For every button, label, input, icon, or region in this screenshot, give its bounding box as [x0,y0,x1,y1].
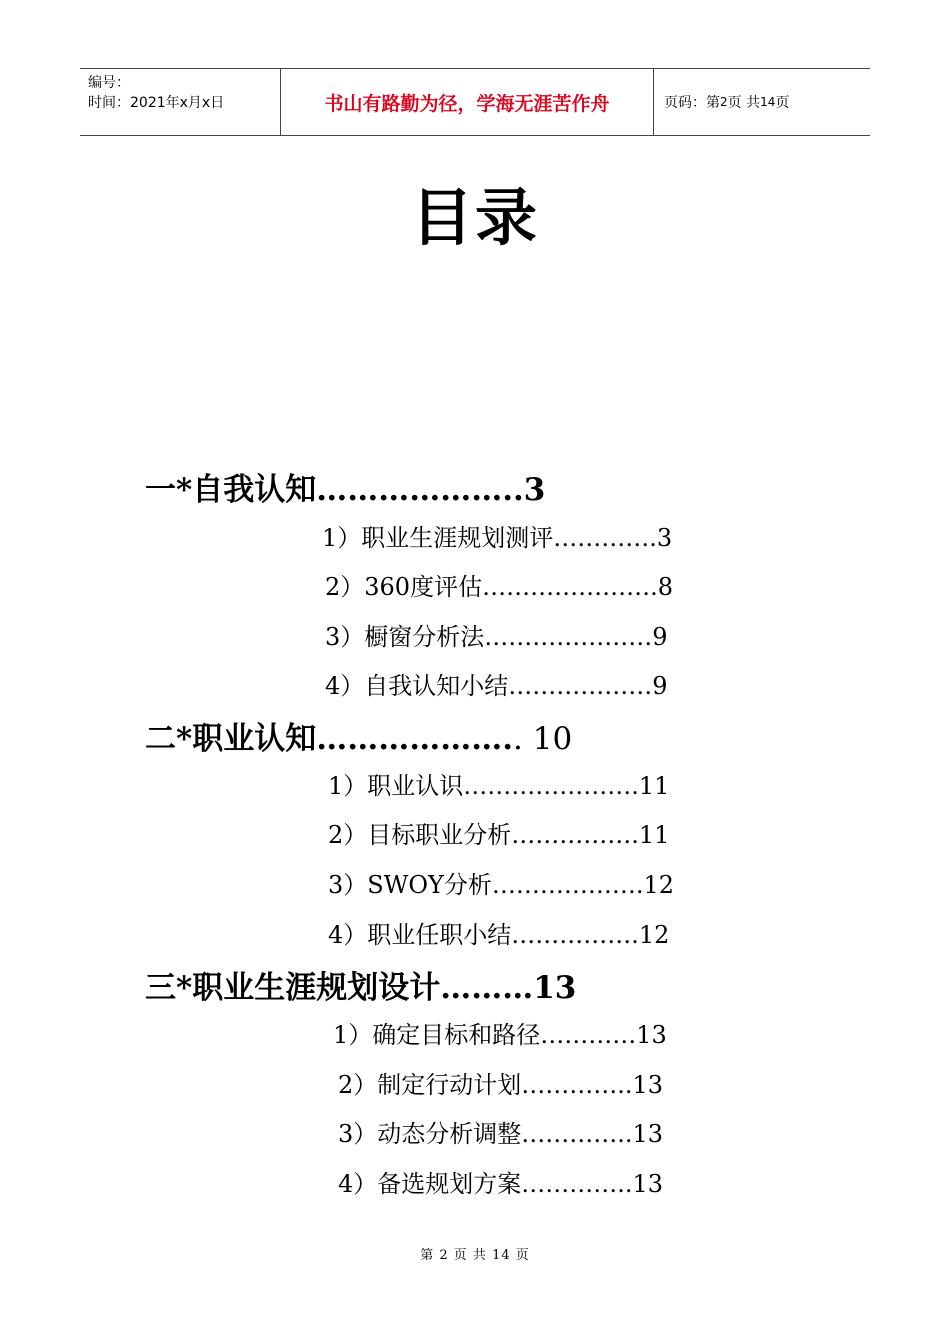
toc-item-label: 3）SWOY分析……………… [328,871,636,899]
toc-item-2-2[interactable] [328,815,669,850]
toc-item-label: 1）职业认识………………… [328,772,632,800]
toc-item-label: 4）自我认知小结……………… [325,672,653,700]
toc-section-label: 一*自我认知………………. [145,472,514,508]
toc-item-page: ..13 [617,1071,664,1099]
header-time-label: 时间：2021年x月x日 [88,95,225,111]
toc-item-label: 3）动态分析调整………… [338,1120,618,1148]
toc-item-page: .11 [631,821,670,849]
toc-section-label: 二*职业认知………………. [145,721,514,757]
footer-suffix: 页 [515,1248,530,1263]
toc-section-1[interactable] [145,464,545,509]
toc-item-2-4[interactable] [328,915,669,950]
toc-section-page: 13 [533,970,577,1006]
header-page-mid: 页 共 [727,95,761,111]
toc-item-page: .3 [649,524,673,552]
toc-item-page: ..13 [617,1170,664,1198]
toc-item-1-1[interactable] [322,518,672,553]
footer-total-pages: 14 [492,1248,511,1263]
header-number-label: 编号： [88,75,130,91]
page-footer [0,1244,950,1263]
header-page-info [654,69,870,135]
toc-section-2[interactable] [145,713,572,758]
toc-item-label: 1）职业生涯规划测评………… [322,524,650,552]
toc-item-1-3[interactable] [325,617,668,652]
toc-item-label: 1）确定目标和路径………… [333,1021,637,1049]
toc-item-2-3[interactable] [328,865,674,900]
toc-section-page: . 10 [513,721,573,757]
toc-item-label: 2）目标职业分析…………… [328,821,632,849]
toc-item-page: .12 [631,921,670,949]
header-page-prefix: 页码：第 [664,95,720,111]
page-header [80,68,870,136]
footer-current-page: 2 [439,1248,449,1263]
toc-section-page: .3 [513,472,546,508]
toc-item-page: 9 [652,672,668,700]
toc-item-label: 3）橱窗分析法………………… [325,623,653,651]
toc-item-label: 4）职业任职小结…………… [328,921,632,949]
toc-item-1-2[interactable] [325,567,673,602]
toc-item-page: ..13 [617,1120,664,1148]
toc-item-page: 9 [652,623,668,651]
document-title: 目录 [410,181,539,254]
toc-section-label: 三*职业生涯规划设计……… [145,970,534,1006]
toc-item-label: 2）制定行动计划………… [338,1071,618,1099]
header-page-suffix: 页 [775,95,790,111]
toc-item-3-2[interactable] [338,1065,663,1100]
footer-mid: 页 共 [453,1248,487,1263]
toc-item-3-1[interactable] [333,1015,667,1050]
toc-item-label: 4）备选规划方案………… [338,1170,618,1198]
toc-item-page: .11 [631,772,670,800]
header-info-cell [80,69,281,135]
footer-prefix: 第 [420,1248,435,1263]
toc-item-2-1[interactable] [328,766,669,801]
toc-item-label: 2）360度评估………………… [325,573,651,601]
toc-section-3[interactable] [145,962,576,1007]
toc-item-3-3[interactable] [338,1114,663,1149]
toc-item-page: .12 [635,871,675,899]
header-motto: 书山有路勤为径，学海无涯苦作舟 [281,69,654,135]
header-page-current: 2 [720,95,728,109]
toc-item-page: 13 [636,1021,667,1049]
toc-item-3-4[interactable] [338,1164,663,1199]
toc-item-page: .8 [650,573,673,601]
toc-item-1-4[interactable] [325,666,668,701]
header-page-total: 14 [760,95,776,109]
